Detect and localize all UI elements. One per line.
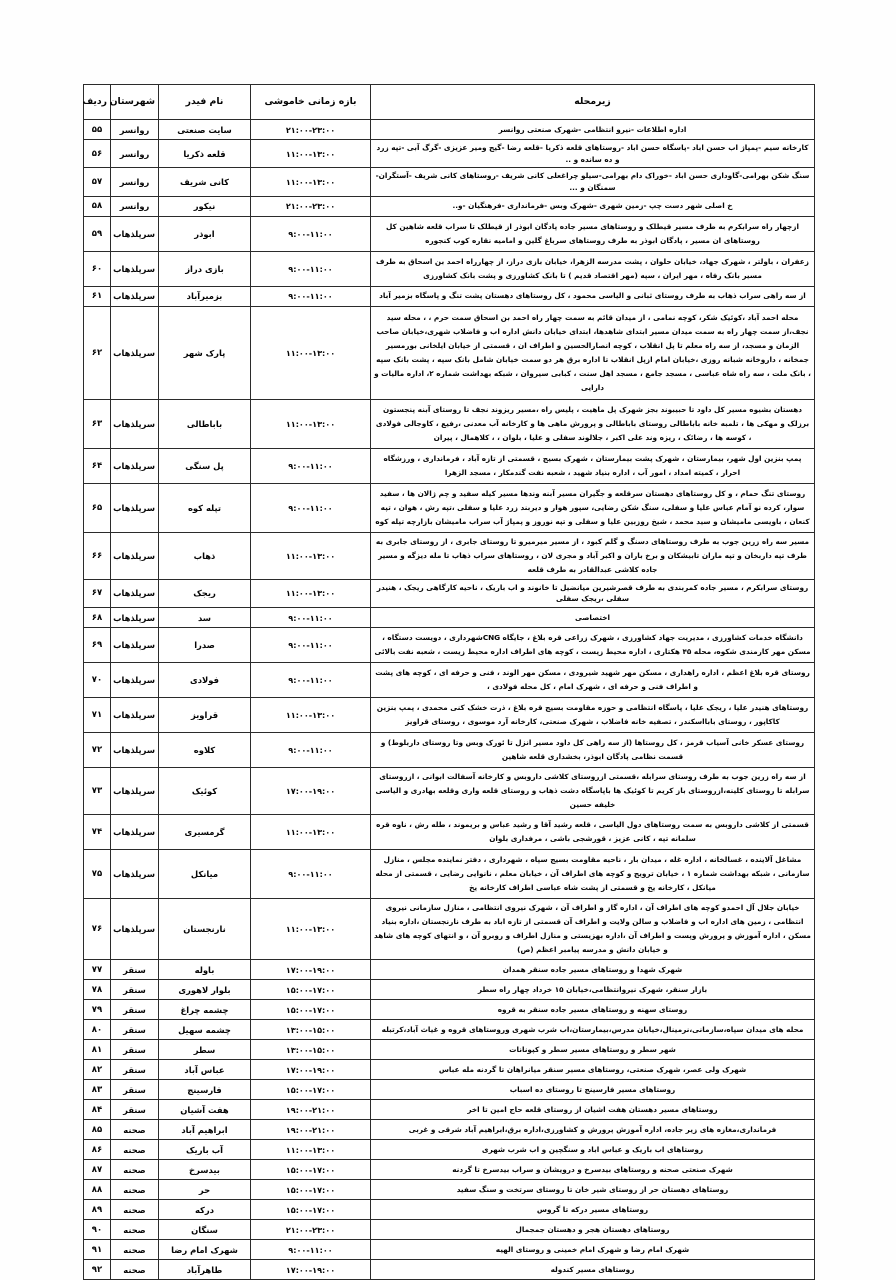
- cell-feeder: چشمه سهیل: [159, 1020, 251, 1040]
- cell-feeder: چشمه چراغ: [159, 1000, 251, 1020]
- table-row: [84, 1040, 815, 1060]
- cell-time: ۱۱:۰۰-۱۳:۰۰: [251, 140, 371, 168]
- cell-county: سرپلذهاب: [111, 698, 159, 733]
- cell-index: ۶۰: [84, 251, 111, 286]
- table-row: [84, 899, 815, 960]
- cell-time: ۱۵:۰۰-۱۷:۰۰: [251, 980, 371, 1000]
- cell-feeder: نارنجستان: [159, 899, 251, 960]
- cell-feeder: صدرا: [159, 628, 251, 663]
- cell-feeder: کانی شریف: [159, 168, 251, 196]
- cell-sub-area: پمپ بنزین اول شهر، بیمارستان ، شهرک پشت بیمارستان ، شهرک بسیج ، قسمتی از تازه آباد ، فرمانداری ، ورزشگاه احرار ، کمیته امداد ، امور آب ، اداره بنیاد شهید ، شعبه نفت گندمکار ، مسجد الزهرا: [371, 448, 815, 483]
- cell-feeder: گرمسیری: [159, 815, 251, 850]
- cell-county: سنقر: [111, 1100, 159, 1120]
- table-row: [84, 608, 815, 628]
- cell-sub-area: اداره اطلاعات -نیرو انتظامی -شهرک صنعتی روانسر: [371, 120, 815, 140]
- cell-county: روانسر: [111, 120, 159, 140]
- cell-time: ۱۱:۰۰-۱۳:۰۰: [251, 899, 371, 960]
- cell-feeder: سطر: [159, 1040, 251, 1060]
- cell-county: سرپلذهاب: [111, 899, 159, 960]
- cell-sub-area: روستاهای مسیر درکه تا گروس: [371, 1200, 815, 1220]
- cell-feeder: ابراهیم آباد: [159, 1120, 251, 1140]
- cell-sub-area: روستای قره بلاغ اعظم ، اداره راهداری ، مسکن مهر شهید شیرودی ، مسکن مهر الوند ، فنی و حرفه ای ، کوچه های پشت و اطراف فنی و حرفه ای ، شهرک امام ، کل محله فولادی ،: [371, 663, 815, 698]
- cell-feeder: بازی دراز: [159, 251, 251, 286]
- table-row: [84, 1180, 815, 1200]
- table-row: [84, 251, 815, 286]
- cell-sub-area: روستای تنگ حمام ، و کل روستاهای دهستان سرقلعه و جگیران مسیر آبنه وندها مسیر کیله سفید و چم ژالان ها ، سفید سوار، کرده نو آمام عباس علیا و سفلی، سنگ شکن رضایی، سپور هوار و دیربند زرد علیا و سفلی ،تپه رش ، هوان ، تپه کنعان ، باویسی مامیشان و سید محمد ، شیخ روزبین علیا و سفلی و تپه نوروز و پمپاژ آب سراب مامیشان بازارچه تپله کوه: [371, 483, 815, 532]
- cell-sub-area: فرمانداری،مغازه های زیر جاده، اداره آموزش پرورش و کشاورزی،اداره برق،ابراهیم آباد شرقی و غربی: [371, 1120, 815, 1140]
- cell-index: ۷۳: [84, 768, 111, 815]
- cell-feeder: نیکور: [159, 196, 251, 216]
- cell-time: ۹:۰۰-۱۱:۰۰: [251, 483, 371, 532]
- cell-time: ۹:۰۰-۱۱:۰۰: [251, 733, 371, 768]
- table-header-row: [84, 85, 815, 120]
- cell-index: ۸۹: [84, 1200, 111, 1220]
- table-row: [84, 663, 815, 698]
- cell-county: سنقر: [111, 1000, 159, 1020]
- column-header-index: ردیف: [84, 85, 111, 120]
- column-header-feeder: نام فیدر: [159, 85, 251, 120]
- cell-county: سرپلذهاب: [111, 216, 159, 251]
- cell-index: ۷۶: [84, 899, 111, 960]
- column-header-time: بازه زمانی خاموشی: [251, 85, 371, 120]
- cell-county: سرپلذهاب: [111, 850, 159, 899]
- table-row: [84, 1140, 815, 1160]
- cell-feeder: بزمیرآباد: [159, 286, 251, 306]
- cell-index: ۷۷: [84, 960, 111, 980]
- cell-time: ۹:۰۰-۱۱:۰۰: [251, 448, 371, 483]
- cell-feeder: طاهرآباد: [159, 1260, 251, 1280]
- table-row: [84, 448, 815, 483]
- table-row: [84, 1220, 815, 1240]
- cell-feeder: تپله کوه: [159, 483, 251, 532]
- cell-index: ۸۲: [84, 1060, 111, 1080]
- cell-sub-area: مشاغل آلاینده ، غسالخانه ، اداره غله ، میدان بار ، ناحیه مقاومت بسیج سپاه ، شهرداری ، دفتر نماینده مجلس ، منازل سازمانی ، شبکه بهداشت شماره ۱ ، خیابان ترویج و کوچه های اطراف آن ، خیابان معلم ، نانوایی رضایی ، قسمتی از محله میانکل ، کارخانه یخ و قسمتی از پشت شاه عباسی اطراف کارخانه یخ: [371, 850, 815, 899]
- table-row: [84, 532, 815, 579]
- cell-sub-area: شهرک ولی عصر، شهرک صنعتی، روستاهای مسیر سنقر میانراهان تا گردنه مله عباس: [371, 1060, 815, 1080]
- cell-feeder: کلاوه: [159, 733, 251, 768]
- cell-index: ۶۸: [84, 608, 111, 628]
- cell-time: ۱۹:۰۰-۲۱:۰۰: [251, 1120, 371, 1140]
- cell-county: سنقر: [111, 1060, 159, 1080]
- cell-feeder: ذهاب: [159, 532, 251, 579]
- cell-index: ۶۹: [84, 628, 111, 663]
- cell-time: ۹:۰۰-۱۱:۰۰: [251, 286, 371, 306]
- table-row: [84, 698, 815, 733]
- table-row: [84, 140, 815, 168]
- cell-sub-area: روستاهای اب باریک و عباس اباد و سنگچین و اب شرب شهری: [371, 1140, 815, 1160]
- table-row: [84, 483, 815, 532]
- cell-feeder: سایت صنعتی: [159, 120, 251, 140]
- cell-feeder: سنگان: [159, 1220, 251, 1240]
- cell-sub-area: محله های میدان سپاه،سازمانی،نرمینال،خیابان مدرس،بیمارستان،اب شرب شهری وروستاهای قروه و غیاث آباد،کرتبله: [371, 1020, 815, 1040]
- cell-feeder: میانکل: [159, 850, 251, 899]
- table-row: [84, 960, 815, 980]
- cell-feeder: قراویز: [159, 698, 251, 733]
- cell-county: صحنه: [111, 1160, 159, 1180]
- cell-sub-area: قسمتی از کلاشی داروبس به سمت روستاهای دول الیاسی ، قلعه رشید آقا و رشید عباس و بریموند ، طله رش ، ناوه قره سلمانه تپه ، کانی عزیز ، قورشجی باشی ، مرفداری بلوان: [371, 815, 815, 850]
- cell-county: صحنه: [111, 1140, 159, 1160]
- table-row: [84, 579, 815, 607]
- cell-sub-area: از سه راه زرین جوب به طرف روستای سرابله ،قسمتی ازروستای کلاشی داروبس و کارخانه آسفالت ابوانی ، ازروستای سرابله تا روستای کلینه،ازروستای باز کریم تا کوئیک ها باپاسگاه دشت ذهاب و روستای قلعه واری وقلعه بهادری و الیاسی خلیفه حسین: [371, 768, 815, 815]
- cell-time: ۱۱:۰۰-۱۳:۰۰: [251, 168, 371, 196]
- table-row: [84, 216, 815, 251]
- cell-sub-area: سنگ شکن بهرامی-گاوداری حسن اباد -خوراک دام بهرامی-سیلو چراغعلی کانی شریف -روستاهای کانی شریف -آستگران-سمنگان و ...: [371, 168, 815, 196]
- cell-index: ۷۹: [84, 1000, 111, 1020]
- cell-county: صحنه: [111, 1260, 159, 1280]
- cell-time: ۹:۰۰-۱۱:۰۰: [251, 663, 371, 698]
- cell-sub-area: روستای سهنه و روستاهای مسیر جاده سنقر به قروه: [371, 1000, 815, 1020]
- cell-index: ۸۶: [84, 1140, 111, 1160]
- table-row: [84, 1060, 815, 1080]
- cell-county: سرپلذهاب: [111, 815, 159, 850]
- cell-feeder: ریجک: [159, 579, 251, 607]
- cell-county: صحنه: [111, 1220, 159, 1240]
- cell-sub-area: روستاهای مسیر دهستان هفت اشیان از روستای قلعه حاج امین تا اخر: [371, 1100, 815, 1120]
- cell-index: ۵۷: [84, 168, 111, 196]
- cell-county: روانسر: [111, 196, 159, 216]
- cell-county: سرپلذهاب: [111, 608, 159, 628]
- cell-index: ۵۹: [84, 216, 111, 251]
- cell-index: ۸۱: [84, 1040, 111, 1060]
- cell-feeder: سد: [159, 608, 251, 628]
- cell-index: ۷۴: [84, 815, 111, 850]
- cell-index: ۵۶: [84, 140, 111, 168]
- cell-time: ۱۱:۰۰-۱۳:۰۰: [251, 815, 371, 850]
- cell-time: ۱۵:۰۰-۱۷:۰۰: [251, 1160, 371, 1180]
- cell-time: ۱۱:۰۰-۱۳:۰۰: [251, 399, 371, 448]
- cell-county: سنقر: [111, 1040, 159, 1060]
- cell-county: سرپلذهاب: [111, 733, 159, 768]
- table-row: [84, 980, 815, 1000]
- table-row: [84, 120, 815, 140]
- cell-feeder: عباس آباد: [159, 1060, 251, 1080]
- cell-county: صحنه: [111, 1180, 159, 1200]
- table-row: [84, 1100, 815, 1120]
- cell-index: ۶۳: [84, 399, 111, 448]
- cell-sub-area: روستاهای هنیدر علیا ، ریجک علیا ، پاسگاه انتظامی و حوزه مقاومت بسیج قره بلاغ ، ذرت خشک کنی محمدی ، پمپ بنزین کاکاپور ، روستای بابااسکندر ، تصفیه خانه فاضلاب ، شهرک صنعتی، کارخانه آرد موسوی ، روستای قراویز: [371, 698, 815, 733]
- column-header-county: شهرستان: [111, 85, 159, 120]
- cell-sub-area: خیابان جلال آل احمدو کوچه های اطراف آن ، اداره گاز و اطراف آن ، شهرک نیروی انتظامی ، منازل سازمانی نیروی انتظامی ، زمین های اداره اب و فاضلاب و سالن ولایت و اطراف آن قسمتی از تازه اباد به طرف نارنجستان ،اداره بنیاد مسکن ، اداره آموزش و پرورش وپست و اطراف آن ،اداره بهزیستی و منازل اطراف و روبرو آن ، و انتهای کوچه های شاهد و خیابان دانش و مدرسه پیامبر اعظم (ص): [371, 899, 815, 960]
- cell-index: ۵۵: [84, 120, 111, 140]
- cell-index: ۸۵: [84, 1120, 111, 1140]
- cell-sub-area: روستاهای مسیر کندوله: [371, 1260, 815, 1280]
- cell-feeder: پل سنگی: [159, 448, 251, 483]
- cell-time: ۹:۰۰-۱۱:۰۰: [251, 1240, 371, 1260]
- cell-time: ۱۵:۰۰-۱۷:۰۰: [251, 1080, 371, 1100]
- table-row: [84, 399, 815, 448]
- cell-county: سنقر: [111, 1020, 159, 1040]
- table-row: [84, 1120, 815, 1140]
- table-row: [84, 768, 815, 815]
- outage-table-container: [84, 84, 815, 1280]
- cell-sub-area: زعفران ، باولتر ، شهرک جهاد، خیابان حلوان ، پشت مدرسه الزهرا، خیابان بازی دراز، از چهارراه احمد بن اسحاق به طرف مسیر بانک رفاه ، مهر ایران ، سپه (مهر اقتصاد قدیم ) تا بانک کشاورزی و پشت بانک کشاورزی: [371, 251, 815, 286]
- cell-sub-area: روستای عسکر خانی آسیاب قرمز ، کل روستاها (از سه راهی کل داود مسیر انزل تا ئورک وبس وتا روستای داربلوط) و قسمت نظامی پادگان ابوذر، بخشداری قلعه شاهین: [371, 733, 815, 768]
- cell-sub-area: روستای سرابکرم ، مسیر جاده کمربندی به طرف قصرشیرین میانضیل تا خانوند و اب باریک ، ناحیه کارگاهی ریجک ، هنیدر سفلی ،ریجک سفلی: [371, 579, 815, 607]
- table-body: [84, 120, 815, 1280]
- cell-time: ۱۵:۰۰-۱۷:۰۰: [251, 1000, 371, 1020]
- cell-index: ۷۲: [84, 733, 111, 768]
- table-header: [84, 85, 815, 120]
- table-row: [84, 306, 815, 399]
- cell-time: ۹:۰۰-۱۱:۰۰: [251, 628, 371, 663]
- cell-time: ۹:۰۰-۱۱:۰۰: [251, 251, 371, 286]
- cell-index: ۷۱: [84, 698, 111, 733]
- table-row: [84, 628, 815, 663]
- cell-time: ۱۷:۰۰-۱۹:۰۰: [251, 1260, 371, 1280]
- cell-sub-area: از سه راهی سراب ذهاب به طرف روستای ثبانی و الیاسی محمود ، کل روستاهای دهستان پشت تنگ و پاسگاه بزمیر آباد: [371, 286, 815, 306]
- table-row: [84, 1260, 815, 1280]
- cell-feeder: بیدسرخ: [159, 1160, 251, 1180]
- cell-time: ۱۷:۰۰-۱۹:۰۰: [251, 1060, 371, 1080]
- cell-county: سنقر: [111, 960, 159, 980]
- cell-sub-area: شهر سطر و روستاهای مسیر سطر و کپونانات: [371, 1040, 815, 1060]
- cell-index: ۹۲: [84, 1260, 111, 1280]
- cell-county: صحنه: [111, 1200, 159, 1220]
- cell-sub-area: دهستان بشیوه مسیر کل داود تا حبیبوند بجز شهرک پل ماهیت ، پلیس راه ،مسیر ریزوند نجف تا روستای آبنه پنجستون برزلک و مهکی ها ، تلمبه خانه باباطالی روستای باباطالی و پرورش ماهی ها و کارخانه آب معدنی ،رفیع ، کاوجالی فولادی ، کوسه ها ، رضائک ، ریزه وند علی اکبر ، جلالوند سفلی و علیا ، بلوان ، ، کلاهمال ، پیران: [371, 399, 815, 448]
- cell-feeder: هفت آشیان: [159, 1100, 251, 1120]
- cell-sub-area: خ اصلی شهر دست چپ -زمین شهری -شهرک وبس -فرمانداری -فرهنگیان -و..: [371, 196, 815, 216]
- table-row: [84, 1200, 815, 1220]
- cell-time: ۲۱:۰۰-۲۳:۰۰: [251, 1220, 371, 1240]
- cell-county: سرپلذهاب: [111, 251, 159, 286]
- cell-index: ۷۰: [84, 663, 111, 698]
- cell-time: ۹:۰۰-۱۱:۰۰: [251, 216, 371, 251]
- cell-time: ۱۱:۰۰-۱۳:۰۰: [251, 579, 371, 607]
- cell-index: ۶۲: [84, 306, 111, 399]
- cell-time: ۹:۰۰-۱۱:۰۰: [251, 608, 371, 628]
- cell-county: سرپلذهاب: [111, 663, 159, 698]
- cell-feeder: پارک شهر: [159, 306, 251, 399]
- cell-time: ۱۱:۰۰-۱۳:۰۰: [251, 698, 371, 733]
- cell-index: ۸۳: [84, 1080, 111, 1100]
- cell-county: سرپلذهاب: [111, 483, 159, 532]
- cell-county: صحنه: [111, 1120, 159, 1140]
- cell-sub-area: شهرک شهدا و روستاهای مسیر جاده سنقر همدان: [371, 960, 815, 980]
- cell-index: ۸۸: [84, 1180, 111, 1200]
- cell-time: ۱۵:۰۰-۱۷:۰۰: [251, 1180, 371, 1200]
- cell-feeder: قلعه ذکریا: [159, 140, 251, 168]
- cell-index: ۹۰: [84, 1220, 111, 1240]
- cell-county: سرپلذهاب: [111, 532, 159, 579]
- cell-county: سرپلذهاب: [111, 286, 159, 306]
- cell-county: سنقر: [111, 980, 159, 1000]
- cell-feeder: کوئیک: [159, 768, 251, 815]
- cell-feeder: ابوذر: [159, 216, 251, 251]
- cell-index: ۶۴: [84, 448, 111, 483]
- cell-sub-area: کارخانه سیم -پمپاژ اب حسن اباد -پاسگاه حسن اباد -روستاهای قلعه ذکریا -قلعه رضا -گیج ومیر عزیزی -گرگ آبی -تپه زرد و ده سانده و ..: [371, 140, 815, 168]
- cell-feeder: درکه: [159, 1200, 251, 1220]
- cell-index: ۶۶: [84, 532, 111, 579]
- table-row: [84, 733, 815, 768]
- cell-feeder: شهرک امام رضا: [159, 1240, 251, 1260]
- cell-time: ۱۷:۰۰-۱۹:۰۰: [251, 960, 371, 980]
- cell-index: ۸۷: [84, 1160, 111, 1180]
- cell-feeder: فولادی: [159, 663, 251, 698]
- cell-feeder: فارسینج: [159, 1080, 251, 1100]
- table-row: [84, 815, 815, 850]
- cell-time: ۱۵:۰۰-۱۷:۰۰: [251, 1200, 371, 1220]
- cell-sub-area: اختصاصی: [371, 608, 815, 628]
- cell-sub-area: محله احمد آباد ،کوئیک شکر، کوچه نمامی ، از میدان قائم به سمت چهار راه احمد بن اسحاق سمت حرم ، ، محله سید نجف،از سمت چهار راه به سمت میدان مسیر ابتدای شاهدها، ابتدای خیابان دانش اداره اب و فاضلاب شهری،خیابان صاحب الزمان و مسجد، از سه راه معلم تا پل انقلاب ، کوچه انصارالحسین و اطراف ان ، قسمتی از خیابان ایلخانی بورمسیر جمخانه ، داروخانه شبانه روزی ،خیابان امام ازپل انقلاب تا اداره برق هر دو سمت خیابان شامل بانک سپه ، پشت بانک سپه ، بانک ملت ، سه راه شاه عباسی ، مسجد جامع ، مسجد اهل سنت ، کبابی سیروان ، شبکه بهداشت شماره ۲، اداره مالیات و دارایی: [371, 306, 815, 399]
- cell-county: روانسر: [111, 168, 159, 196]
- outage-schedule-table: [83, 84, 815, 1280]
- cell-time: ۲۱:۰۰-۲۳:۰۰: [251, 196, 371, 216]
- cell-sub-area: روستاهای مسیر فارسینج تا روستای ده اسباب: [371, 1080, 815, 1100]
- cell-county: روانسر: [111, 140, 159, 168]
- table-row: [84, 1080, 815, 1100]
- cell-index: ۸۰: [84, 1020, 111, 1040]
- cell-index: ۹۱: [84, 1240, 111, 1260]
- cell-time: ۹:۰۰-۱۱:۰۰: [251, 850, 371, 899]
- cell-county: سنقر: [111, 1080, 159, 1100]
- table-row: [84, 850, 815, 899]
- cell-county: سرپلذهاب: [111, 628, 159, 663]
- cell-sub-area: شهرک امام رضا و شهرک امام خمینی و روستای الهیه: [371, 1240, 815, 1260]
- cell-feeder: بلوار لاهوری: [159, 980, 251, 1000]
- table-row: [84, 1020, 815, 1040]
- cell-feeder: باوله: [159, 960, 251, 980]
- cell-index: ۶۷: [84, 579, 111, 607]
- cell-feeder: آب باریک: [159, 1140, 251, 1160]
- cell-index: ۷۵: [84, 850, 111, 899]
- cell-time: ۱۹:۰۰-۲۱:۰۰: [251, 1100, 371, 1120]
- cell-time: ۱۱:۰۰-۱۳:۰۰: [251, 1140, 371, 1160]
- cell-index: ۸۴: [84, 1100, 111, 1120]
- cell-index: ۵۸: [84, 196, 111, 216]
- column-header-sub-area: زیرمحله: [371, 85, 815, 120]
- cell-time: ۱۷:۰۰-۱۹:۰۰: [251, 768, 371, 815]
- cell-county: سرپلذهاب: [111, 448, 159, 483]
- cell-county: سرپلذهاب: [111, 768, 159, 815]
- cell-time: ۱۱:۰۰-۱۳:۰۰: [251, 532, 371, 579]
- cell-sub-area: ازچهار راه سرابکرم به طرف مسیر قیطلک و روستاهای مسیر جاده پادگان ابوذر از قیطلک تا سراب قلعه شاهین کل روستاهای ان مسیر ، پادگان ابوذر به طرف روستاهای سرباغ گلین و امامیه نقاره کوب کنجوره: [371, 216, 815, 251]
- cell-county: صحنه: [111, 1240, 159, 1260]
- cell-sub-area: شهرک صنعتی صحنه و روستاهای بیدسرخ و درویشان و سراب بیدسرخ تا گردنه: [371, 1160, 815, 1180]
- cell-index: ۶۵: [84, 483, 111, 532]
- cell-time: ۱۳:۰۰-۱۵:۰۰: [251, 1020, 371, 1040]
- table-row: [84, 286, 815, 306]
- table-row: [84, 196, 815, 216]
- cell-index: ۶۱: [84, 286, 111, 306]
- cell-time: ۱۳:۰۰-۱۵:۰۰: [251, 1040, 371, 1060]
- cell-county: سرپلذهاب: [111, 399, 159, 448]
- table-row: [84, 1160, 815, 1180]
- cell-sub-area: دانشگاه خدمات کشاورزی ، مدیریت جهاد کشاورزی ، شهرک زراعی قره بلاغ ، جایگاه CNGشهرداری ، دویست دستگاه ، مسکن مهر کارمندی شکوه، محله ۴۵ هکتاری ، اداره محیط زیست ، کوچه های اطراف اداره محیط زیست ، شعبه نفت بالائی: [371, 628, 815, 663]
- cell-feeder: باباطالی: [159, 399, 251, 448]
- cell-index: ۷۸: [84, 980, 111, 1000]
- cell-time: ۲۱:۰۰-۲۳:۰۰: [251, 120, 371, 140]
- cell-sub-area: روستاهای دهستان هجر و دهستان جمجمال: [371, 1220, 815, 1240]
- table-row: [84, 1000, 815, 1020]
- cell-sub-area: بازار سنقر، شهرک نیروانتظامی،خیابان ۱۵ خرداد چهار راه سطر: [371, 980, 815, 1000]
- cell-time: ۱۱:۰۰-۱۳:۰۰: [251, 306, 371, 399]
- cell-sub-area: روستاهای دهستان حر از روستای شیر خان تا روستای سرتخت و سنگ سفید: [371, 1180, 815, 1200]
- cell-feeder: حر: [159, 1180, 251, 1200]
- cell-sub-area: مسیر سه راه زرین جوب به طرف روستاهای دسنگ و گلم کبود ، از مسیر میرمیرو تا روستای جابری ، از روستای جابری به طرف تپه داربخان و تپه ماران تابیشکان و برخ باران و اکبر آباد و مجری لان ، روستاهای سراب ذهاب تا مله دیزگه و مسیر جاده کلاشی عبدالقادر به طرف قلعه: [371, 532, 815, 579]
- cell-county: سرپلذهاب: [111, 306, 159, 399]
- table-row: [84, 168, 815, 196]
- table-row: [84, 1240, 815, 1260]
- cell-county: سرپلذهاب: [111, 579, 159, 607]
